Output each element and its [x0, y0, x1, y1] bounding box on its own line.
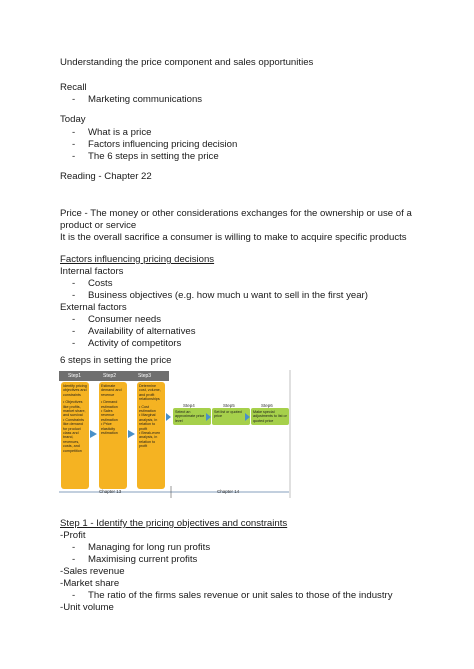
step1-heading: Step 1 - Identify the pricing objectives and constraints [60, 518, 288, 529]
arrow-icon [128, 430, 135, 438]
recall-item: Marketing communications [88, 94, 203, 105]
profit-item: Managing for long run profits [88, 542, 211, 553]
step-label: Step2 [103, 373, 117, 379]
step-label: Step4 [183, 403, 195, 408]
today-heading: Today [60, 114, 86, 125]
external-item: Availability of alternatives [88, 326, 196, 337]
bullet-dash: - [72, 314, 76, 325]
bullet-dash: - [72, 542, 76, 553]
doc-title: Understanding the price component and sales opportunities [60, 57, 314, 68]
pricing-steps-diagram [57, 368, 291, 500]
bullet-dash: - [72, 326, 76, 337]
chapter13-label: Chapter 13 [99, 489, 122, 494]
today-item: What is a price [88, 127, 152, 138]
internal-item: Costs [88, 278, 113, 289]
arrow-icon [166, 413, 171, 421]
step4-text: Select an approximate price level [175, 410, 205, 423]
step3-bullets: • Cost estimation • Marginal analysis, in relation to profit • Break-even analysis, in relation to profit [139, 404, 161, 449]
step-label: Step3 [138, 373, 152, 379]
step3-title: Determine cost, volume, and profit relationships [139, 384, 161, 402]
step5-text: Set list or quoted price [214, 410, 242, 419]
external-heading: External factors [60, 302, 127, 313]
bullet-dash: - [72, 94, 76, 105]
external-item: Activity of competitors [88, 338, 182, 349]
bullet-dash: - [72, 151, 76, 162]
market-share-item: The ratio of the firms sales revenue or unit sales to those of the industry [88, 590, 393, 601]
profit-label: -Profit [60, 530, 86, 541]
step2-bullets: • Demand estimation • Sales revenue estimation • Price elasticity estimation [101, 400, 118, 436]
diagram-arrows [57, 368, 291, 500]
bullet-dash: - [72, 278, 76, 289]
sacrifice-line: It is the overall sacrifice a consumer is willing to make to acquire specific products [60, 232, 407, 243]
profit-item: Maximising current profits [88, 554, 198, 565]
reading-line: Reading - Chapter 22 [60, 171, 152, 182]
bullet-dash: - [72, 127, 76, 138]
arrow-icon [206, 413, 211, 421]
step1-bullets: • Objectives like profits, market share, and survival • Constraints like demand for product class and brand, revenues, costs, and competition [63, 400, 86, 453]
bullet-dash: - [72, 139, 76, 150]
arrow-icon [90, 430, 97, 438]
bullet-dash: - [72, 338, 76, 349]
market-share-label: -Market share [60, 578, 120, 589]
step2-title: Estimate demand and revenue [101, 384, 122, 397]
chapter14-label: Chapter 14 [217, 489, 240, 494]
factors-heading: Factors influencing pricing decisions [60, 254, 215, 265]
sales-revenue-label: -Sales revenue [60, 566, 125, 577]
recall-heading: Recall [60, 82, 87, 93]
today-item: Factors influencing pricing decision [88, 139, 238, 150]
step-label: Step6 [261, 403, 273, 408]
steps-heading: 6 steps in setting the price [60, 355, 172, 366]
today-item: The 6 steps in setting the price [88, 151, 219, 162]
internal-heading: Internal factors [60, 266, 124, 277]
bullet-dash: - [72, 554, 76, 565]
arrow-icon [245, 413, 250, 421]
step1-title: Identify pricing objectives and constraints [63, 384, 87, 397]
bullet-dash: - [72, 290, 76, 301]
step-label: Step1 [68, 373, 82, 379]
step-label: Step5 [223, 403, 235, 408]
step6-text: Make special adjustments to list or quoted price [253, 410, 287, 423]
external-item: Consumer needs [88, 314, 162, 325]
unit-volume-label: -Unit volume [60, 602, 114, 613]
bullet-dash: - [72, 590, 76, 601]
price-definition: Price - The money or other considerations exchanges for the ownership or use of a product or service [60, 208, 412, 231]
internal-item: Business objectives (e.g. how much u want to sell in the first year) [88, 290, 368, 301]
